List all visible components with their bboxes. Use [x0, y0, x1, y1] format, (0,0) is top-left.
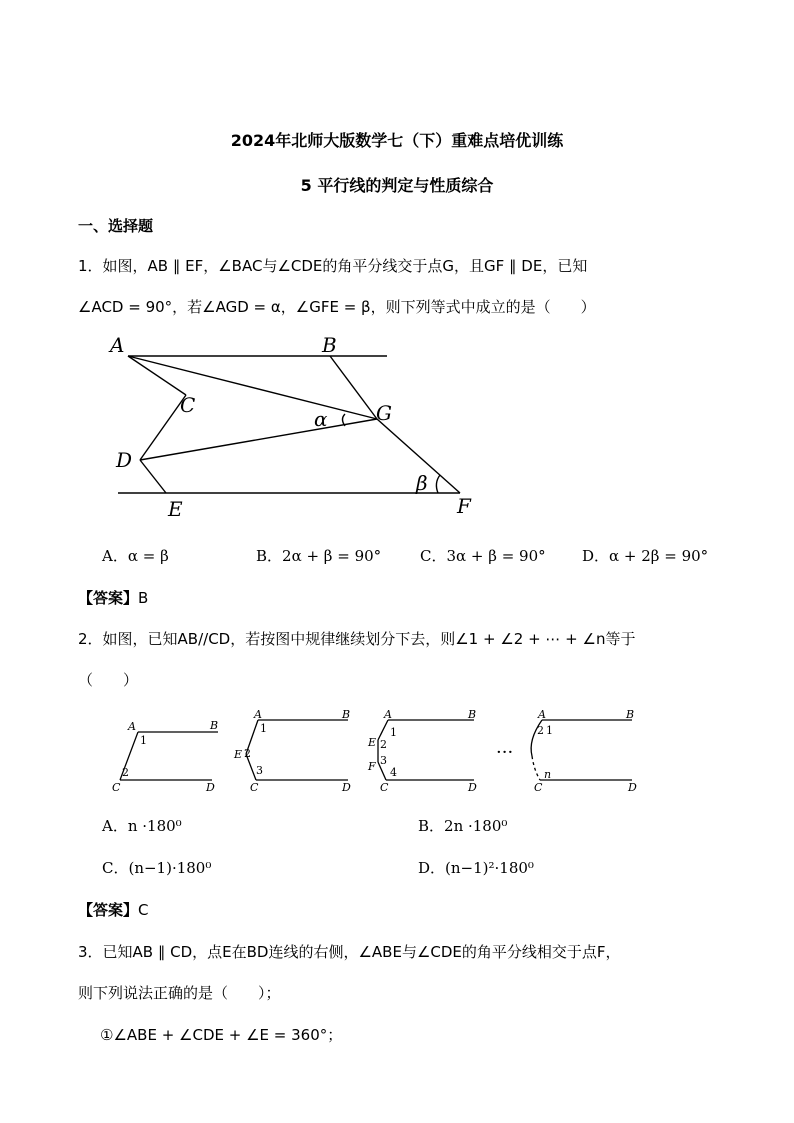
label-b: B [322, 333, 337, 357]
q1-answer-label: 【答案】 [78, 589, 139, 607]
q2-answer-label: 【答案】 [78, 901, 139, 919]
q1-option-a[interactable]: A．α = β [102, 547, 169, 565]
svg-text:E: E [368, 736, 377, 749]
svg-text:F: F [368, 760, 376, 773]
svg-text:2: 2 [380, 738, 387, 751]
svg-text:B: B [626, 708, 635, 721]
q2-option-d[interactable]: D．(n−1)²·180⁰ [418, 859, 534, 877]
label-alpha: α [314, 407, 328, 431]
label-beta: β [416, 471, 428, 495]
svg-text:1: 1 [390, 726, 397, 739]
svg-text:A: A [254, 708, 262, 721]
label-a: A [110, 333, 125, 357]
svg-text:n: n [544, 768, 552, 781]
svg-text:3: 3 [380, 754, 387, 767]
q2-text-line2: （ ） [78, 671, 139, 689]
svg-text:B: B [468, 708, 477, 721]
svg-text:E: E [234, 748, 243, 761]
q1-answer-value: B [138, 589, 149, 607]
segment-ag [128, 356, 377, 419]
svg-text:C: C [112, 781, 121, 794]
svg-text:2: 2 [122, 766, 129, 779]
q1-answer [78, 587, 148, 608]
q1-figure [100, 330, 480, 525]
svg-text:A: A [538, 708, 546, 721]
svg-text:3: 3 [256, 764, 263, 777]
q1-option-c[interactable]: C．3α + β = 90° [420, 547, 546, 565]
svg-text:A: A [384, 708, 392, 721]
segment-de [140, 460, 166, 493]
svg-text:D: D [342, 781, 351, 794]
svg-text:4: 4 [390, 766, 397, 779]
label-d: D [116, 448, 133, 472]
svg-text:B: B [210, 719, 219, 732]
q2-figure [100, 700, 660, 800]
q2-answer [78, 899, 149, 920]
svg-text:C: C [534, 781, 543, 794]
q1-text-line1: 1．如图，AB ∥ EF，∠BAC与∠CDE的角平分线交于点G，且GF ∥ DE，已知 [78, 257, 588, 275]
svg-text:1: 1 [140, 734, 147, 747]
svg-text:D: D [468, 781, 477, 794]
svg-text:B: B [342, 708, 351, 721]
q2-option-c[interactable]: C．(n−1)·180⁰ [102, 859, 212, 877]
angle-beta-arc [436, 475, 440, 493]
document-title: 2024年北师大版数学七（下）重难点培优训练 [230, 131, 564, 150]
q2-text-line1: 2．如图，已知AB//CD，若按图中规律继续划分下去，则∠1 + ∠2 + ⋯ + ∠n等于 [78, 630, 636, 648]
label-g: G [376, 401, 392, 425]
document-subtitle: 5 平行线的判定与性质综合 [300, 176, 494, 195]
label-c: C [180, 393, 196, 417]
q3-item-1: ①∠ABE + ∠CDE + ∠E = 360°； [100, 1026, 343, 1044]
svg-text:C: C [250, 781, 259, 794]
svg-text:A: A [128, 720, 136, 733]
q1-text-line2: ∠ACD = 90°，若∠AGD = α，∠GFE = β，则下列等式中成立的是（ ） [78, 298, 596, 316]
q1-option-d[interactable]: D．α + 2β = 90° [582, 547, 709, 565]
svg-text:1: 1 [546, 724, 553, 737]
svg-text:2: 2 [537, 724, 544, 737]
svg-text:2: 2 [244, 747, 251, 760]
label-e: E [168, 497, 183, 521]
svg-text:1: 1 [260, 722, 267, 735]
q2-option-a[interactable]: A．n ·180⁰ [102, 817, 182, 835]
svg-text:D: D [206, 781, 215, 794]
q3-text-line2: 则下列说法正确的是（ ）； [78, 984, 281, 1002]
q3-text-line1: 3．已知AB ∥ CD，点E在BD连线的右侧，∠ABE与∠CDE的角平分线相交于点F， [78, 943, 621, 961]
q2-answer-value: C [138, 901, 149, 919]
q2-option-b[interactable]: B．2n ·180⁰ [418, 817, 508, 835]
figure-ellipsis: ··· [496, 742, 514, 763]
svg-text:C: C [380, 781, 389, 794]
section-heading: 一、选择题 [78, 217, 154, 235]
segment-ac [128, 356, 186, 395]
segment-dg [140, 419, 377, 460]
label-f: F [457, 494, 471, 518]
q1-option-b[interactable]: B．2α + β = 90° [256, 547, 382, 565]
svg-text:D: D [628, 781, 637, 794]
